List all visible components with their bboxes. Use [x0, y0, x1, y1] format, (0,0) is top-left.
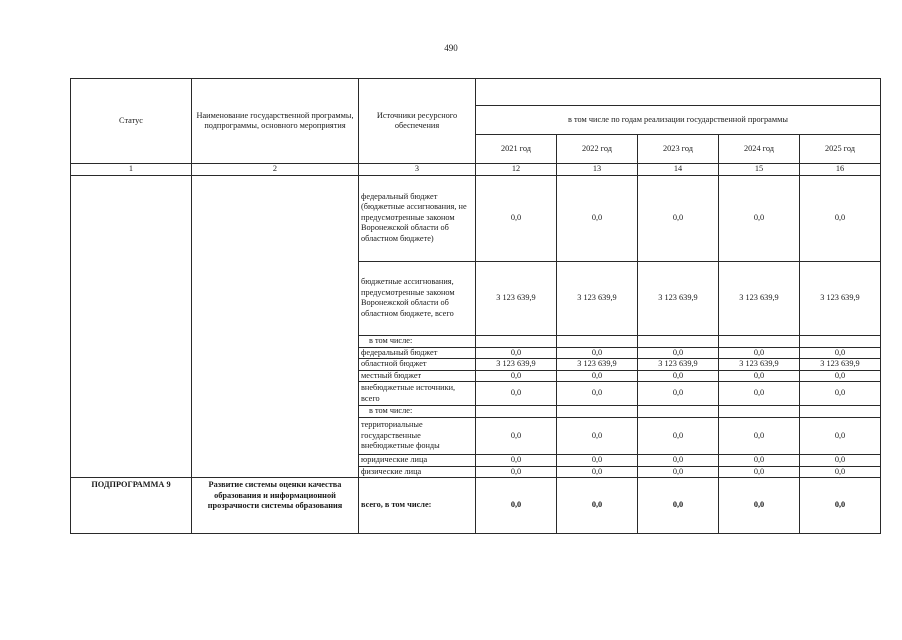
- value-cell: 0,0: [476, 382, 557, 406]
- name-cell-empty: [192, 175, 359, 478]
- column-number: 14: [638, 164, 719, 176]
- value-cell: 0,0: [557, 418, 638, 455]
- value-cell: 0,0: [719, 466, 800, 478]
- value-cell: 0,0: [557, 370, 638, 382]
- value-cell: 0,0: [800, 370, 881, 382]
- value-cell: 0,0: [638, 382, 719, 406]
- header-years-caption: в том числе по годам реализации государственной программы: [476, 106, 881, 135]
- column-number: 2: [192, 164, 359, 176]
- value-cell: [638, 335, 719, 347]
- value-cell: [719, 406, 800, 418]
- value-cell: 0,0: [557, 382, 638, 406]
- source-label: областной бюджет: [359, 359, 476, 371]
- subprogram-value: 0,0: [719, 478, 800, 534]
- header-year: 2023 год: [638, 135, 719, 164]
- value-cell: [800, 406, 881, 418]
- value-cell: 3 123 639,9: [800, 261, 881, 335]
- numbering-row: [71, 164, 881, 176]
- source-label: федеральный бюджет: [359, 347, 476, 359]
- column-number: 1: [71, 164, 192, 176]
- value-cell: 0,0: [476, 455, 557, 467]
- value-cell: 0,0: [719, 370, 800, 382]
- value-cell: 0,0: [719, 418, 800, 455]
- value-cell: 0,0: [638, 370, 719, 382]
- value-cell: 3 123 639,9: [638, 261, 719, 335]
- value-cell: 0,0: [719, 455, 800, 467]
- value-cell: 3 123 639,9: [719, 261, 800, 335]
- value-cell: 0,0: [638, 466, 719, 478]
- status-cell-empty: [71, 175, 192, 478]
- value-cell: [719, 335, 800, 347]
- header-status: Статус: [71, 79, 192, 164]
- value-cell: 0,0: [638, 347, 719, 359]
- value-cell: 3 123 639,9: [638, 359, 719, 371]
- source-label: территориальные государственные внебюджетные фонды: [359, 418, 476, 455]
- value-cell: 0,0: [638, 418, 719, 455]
- value-cell: 3 123 639,9: [719, 359, 800, 371]
- header-year: 2022 год: [557, 135, 638, 164]
- value-cell: 0,0: [719, 382, 800, 406]
- value-cell: 0,0: [476, 418, 557, 455]
- value-cell: 0,0: [557, 455, 638, 467]
- column-number: 3: [359, 164, 476, 176]
- value-cell: 3 123 639,9: [476, 261, 557, 335]
- value-cell: 0,0: [476, 466, 557, 478]
- value-cell: [476, 406, 557, 418]
- value-cell: 3 123 639,9: [800, 359, 881, 371]
- subprogram-value: 0,0: [638, 478, 719, 534]
- value-cell: 0,0: [800, 418, 881, 455]
- value-cell: 3 123 639,9: [476, 359, 557, 371]
- resource-table: [70, 78, 881, 534]
- value-cell: 0,0: [638, 455, 719, 467]
- page-number: 490: [444, 43, 458, 53]
- source-label: местный бюджет: [359, 370, 476, 382]
- source-label: физические лица: [359, 466, 476, 478]
- subprogram-source: всего, в том числе:: [359, 478, 476, 534]
- value-cell: [638, 406, 719, 418]
- value-cell: 0,0: [719, 175, 800, 261]
- value-cell: 0,0: [557, 175, 638, 261]
- column-number: 15: [719, 164, 800, 176]
- source-label: юридические лица: [359, 455, 476, 467]
- value-cell: 0,0: [476, 370, 557, 382]
- value-cell: 0,0: [719, 347, 800, 359]
- value-cell: [557, 335, 638, 347]
- header-sources: Источники ресурсного обеспечения: [359, 79, 476, 164]
- value-cell: [476, 335, 557, 347]
- column-number: 13: [557, 164, 638, 176]
- value-cell: [557, 406, 638, 418]
- subprogram-value: 0,0: [800, 478, 881, 534]
- source-label: бюджетные ассигнования, предусмотренные законом Воронежской области об областном бюджете, всего: [359, 261, 476, 335]
- subprogram-status: ПОДПРОГРАММА 9: [71, 478, 192, 534]
- value-cell: 3 123 639,9: [557, 359, 638, 371]
- header-year: 2024 год: [719, 135, 800, 164]
- value-cell: 0,0: [800, 466, 881, 478]
- header-name: Наименование государственной программы, подпрограммы, основного мероприятия: [192, 79, 359, 164]
- value-cell: 0,0: [800, 347, 881, 359]
- subprogram-name: Развитие системы оценки качества образования и информационной прозрачности системы образования: [192, 478, 359, 534]
- source-label: в том числе:: [359, 406, 476, 418]
- source-label: в том числе:: [359, 335, 476, 347]
- value-cell: 0,0: [800, 175, 881, 261]
- value-cell: [800, 335, 881, 347]
- value-cell: 0,0: [557, 466, 638, 478]
- source-label: федеральный бюджет (бюджетные ассигнования, не предусмотренные законом Воронежской области об областном бюджете): [359, 175, 476, 261]
- source-label: внебюджетные источники, всего: [359, 382, 476, 406]
- subprogram-value: 0,0: [476, 478, 557, 534]
- column-number: 12: [476, 164, 557, 176]
- value-cell: 0,0: [638, 175, 719, 261]
- value-cell: 0,0: [800, 455, 881, 467]
- header-empty-cell: [476, 79, 881, 106]
- header-year: 2021 год: [476, 135, 557, 164]
- value-cell: 0,0: [476, 175, 557, 261]
- table-row: [71, 175, 881, 261]
- value-cell: 0,0: [800, 382, 881, 406]
- value-cell: 0,0: [476, 347, 557, 359]
- column-number: 16: [800, 164, 881, 176]
- header-year: 2025 год: [800, 135, 881, 164]
- subprogram-value: 0,0: [557, 478, 638, 534]
- subprogram-row: [71, 478, 881, 534]
- value-cell: 0,0: [557, 347, 638, 359]
- value-cell: 3 123 639,9: [557, 261, 638, 335]
